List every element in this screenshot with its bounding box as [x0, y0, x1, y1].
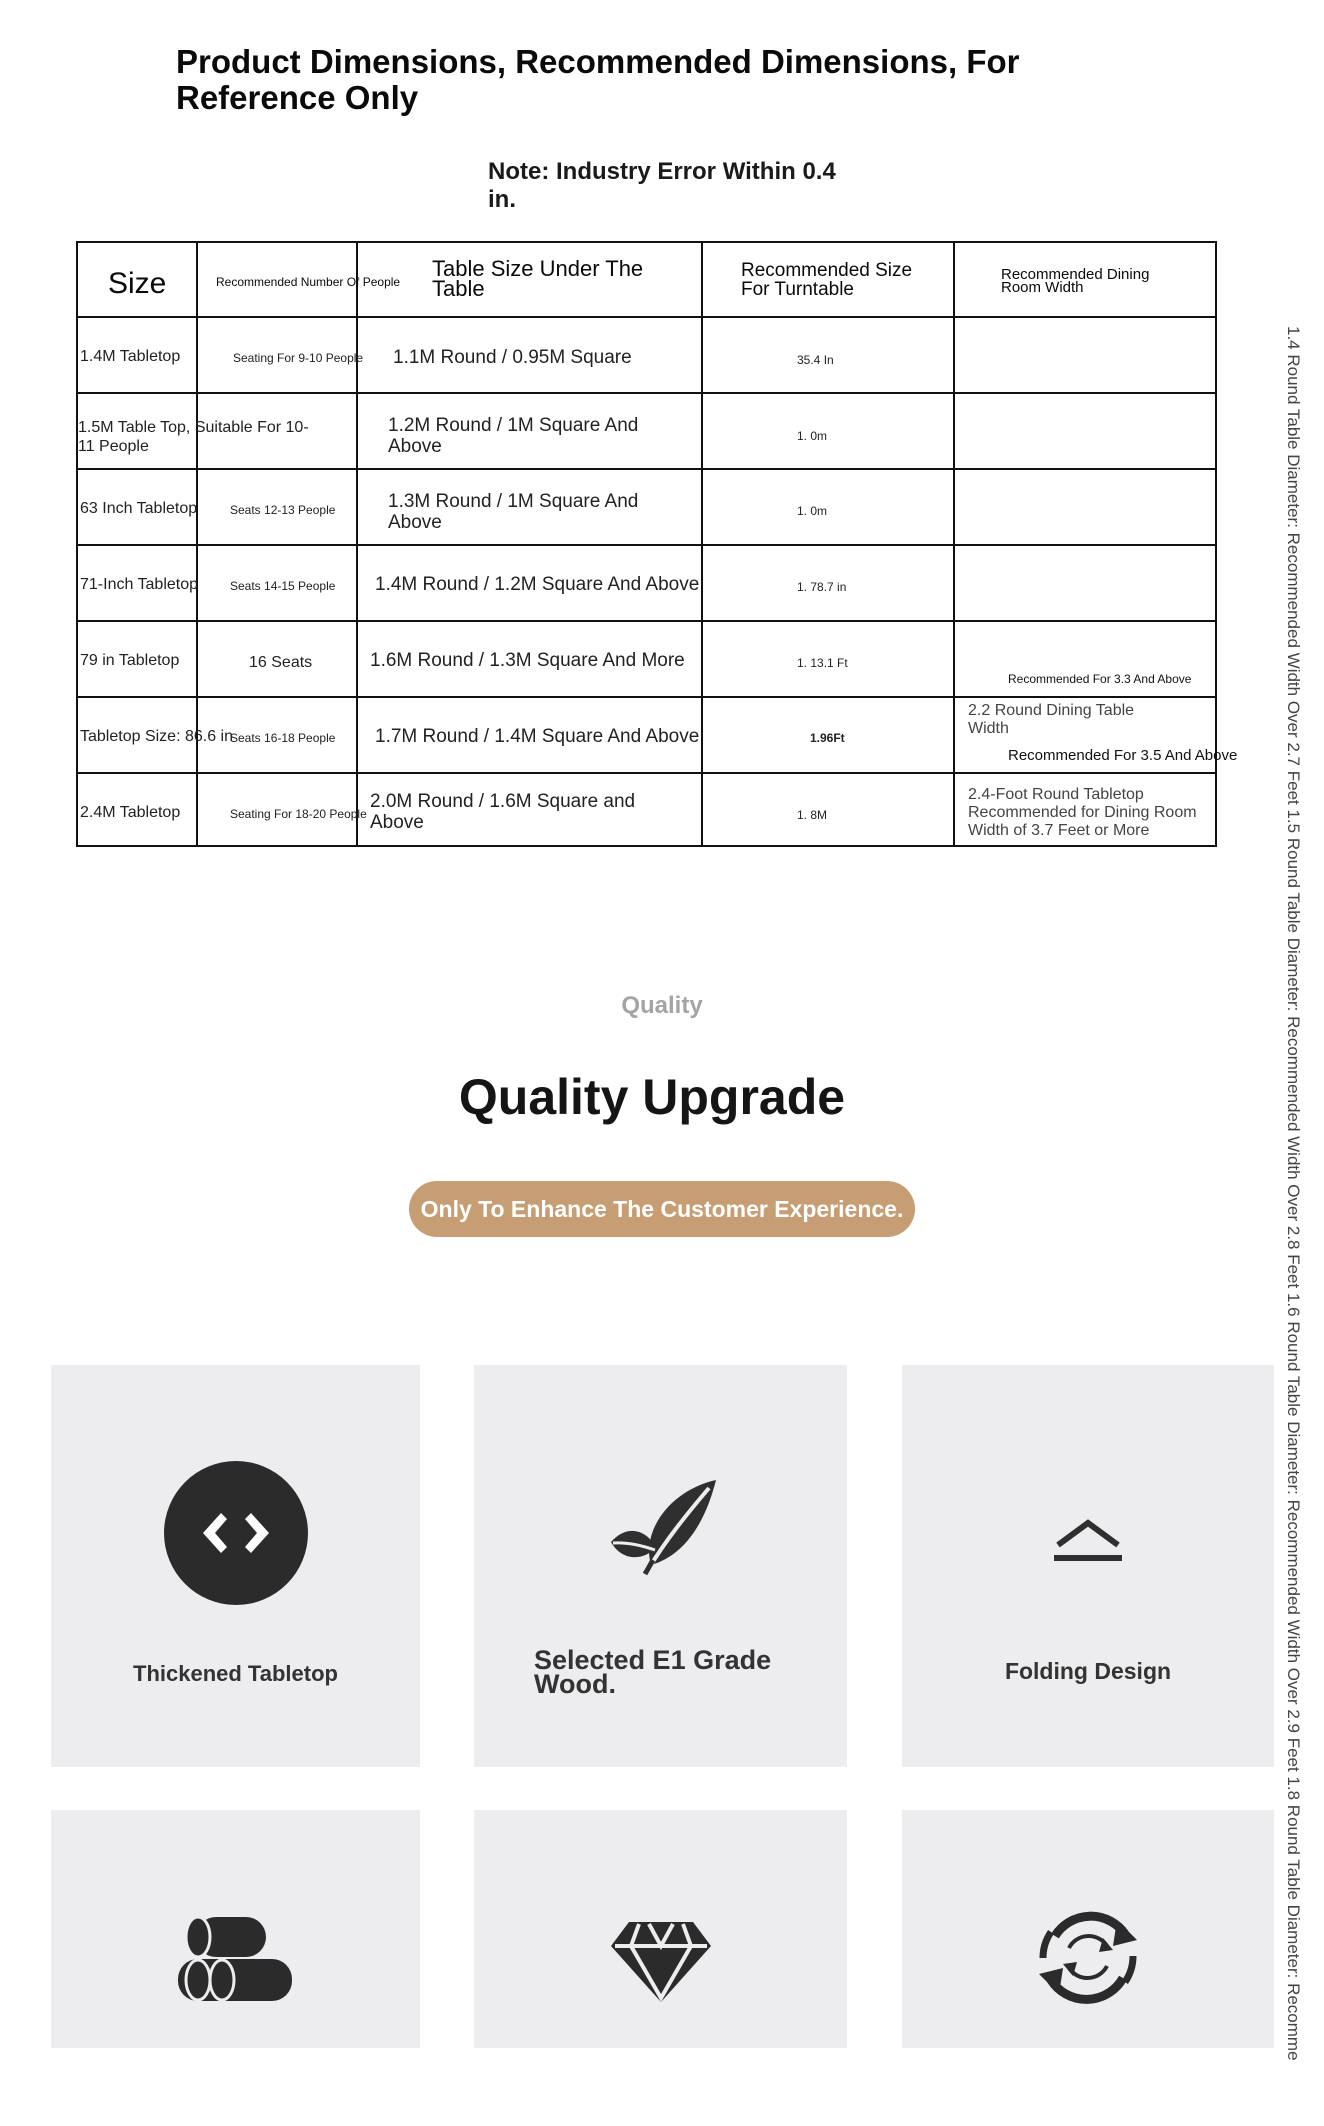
row6-room: 2.2 Round Dining Table Width — [968, 702, 1135, 737]
row3-people: Seats 12-13 People — [230, 503, 336, 517]
row4-under: 1.4M Round / 1.2M Square And Above — [375, 574, 700, 595]
row6-people: Seats 16-18 People — [230, 731, 336, 745]
row5-people: 16 Seats — [249, 654, 313, 671]
dimensions-table — [76, 241, 1238, 847]
row3-under: 1.3M Round / 1M Square And Above — [388, 491, 639, 533]
row1-size: 1.4M Tabletop — [80, 348, 181, 365]
row1-people: Seating For 9-10 People — [233, 351, 364, 365]
header-people: Recommended Number Of People — [216, 275, 401, 289]
leaf-icon — [474, 1470, 847, 1580]
row1-under: 1.1M Round / 0.95M Square — [393, 347, 632, 368]
diamond-icon — [474, 1918, 847, 2004]
feature-card-folding — [902, 1365, 1274, 1767]
card-label: Selected E1 Grade Wood. — [534, 1645, 772, 1699]
experience-pill: Only To Enhance The Customer Experience. — [409, 1181, 915, 1237]
quality-title: Quality Upgrade — [458, 1069, 846, 1125]
row6-turntable: 1.96Ft — [810, 731, 845, 745]
row3-turntable: 1. 0m — [797, 504, 828, 518]
row2-turntable: 1. 0m — [797, 429, 828, 443]
row1-turntable: 35.4 In — [797, 353, 834, 367]
arrows-circle-icon — [51, 1460, 420, 1606]
feature-card-diamond — [474, 1810, 847, 2048]
row6-room-extra: Recommended For 3.5 And Above — [1008, 747, 1238, 764]
row5-turntable: 1. 13.1 Ft — [797, 656, 848, 670]
header-under-table: Table Size Under The Table — [432, 256, 644, 301]
quality-kicker: Quality — [621, 992, 703, 1019]
row4-size: 71-Inch Tabletop — [80, 576, 199, 593]
header-turntable: Recommended Size For Turntable — [741, 260, 913, 300]
row7-size: 2.4M Tabletop — [80, 804, 181, 821]
row5-size: 79 in Tabletop — [80, 652, 180, 669]
row3-size: 63 Inch Tabletop — [80, 500, 198, 517]
header-size: Size — [108, 267, 167, 300]
caret-up-icon — [902, 1515, 1274, 1565]
card-label: Thickened Tabletop — [133, 1661, 338, 1686]
side-caption: 1.4 Round Table Diameter: Recommended Width Over 2.7 Feet 1.5 Round Table Diameter: Recommended Width Over 2.8 Feet 1.6 Round Table Diameter: Recommended Width Over 2.9 Feet 1.8 Round Table Diameter: Recomme — [1284, 326, 1303, 2061]
feature-card-logs — [51, 1810, 420, 2048]
row4-people: Seats 14-15 People — [230, 579, 336, 593]
row5-under: 1.6M Round / 1.3M Square And More — [370, 650, 685, 671]
industry-note: Note: Industry Error Within 0.4 in. — [488, 158, 836, 213]
page-title: Product Dimensions, Recommended Dimensions, For Reference Only — [176, 43, 1020, 116]
row6-size: Tabletop Size: 86.6 in — [80, 728, 233, 745]
logs-icon — [51, 1915, 420, 2003]
row7-under: 2.0M Round / 1.6M Square and Above — [370, 791, 636, 833]
refresh-icon — [902, 1900, 1274, 2014]
row6-under: 1.7M Round / 1.4M Square And Above — [375, 726, 700, 747]
header-room-width: Recommended Dining Room Width — [1001, 266, 1150, 296]
feature-card-thickened — [51, 1365, 420, 1767]
row2-size: 1.5M Table Top, Suitable For 10-11 People — [78, 419, 309, 455]
row7-room: 2.4-Foot Round Tabletop Recommended for Dining Room Width of 3.7 Feet or More — [968, 786, 1197, 839]
row5-room: Recommended For 3.3 And Above — [1008, 672, 1192, 686]
row2-under: 1.2M Round / 1M Square And Above — [388, 415, 639, 457]
row7-people: Seating For 18-20 People — [230, 807, 367, 821]
feature-card-refresh — [902, 1810, 1274, 2048]
card-label: Folding Design — [1004, 1658, 1172, 1684]
row4-turntable: 1. 78.7 in — [797, 580, 847, 594]
row7-turntable: 1. 8M — [797, 808, 828, 822]
feature-card-wood — [474, 1365, 847, 1767]
